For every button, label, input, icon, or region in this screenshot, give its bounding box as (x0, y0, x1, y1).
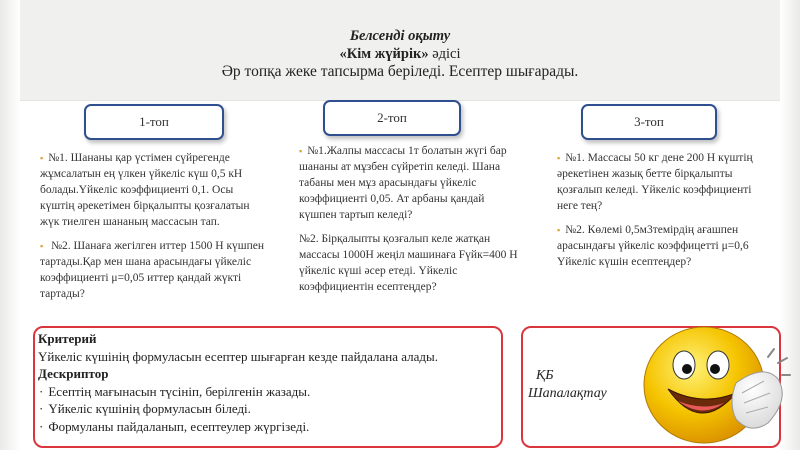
bullet-icon: ▪ (557, 153, 561, 163)
group-1-task-1: ▪ №1. Шананы қар үстімен сүйрегенде жұмсалатын ең үлкен үйкеліс күш 0,5 кН болады.Үйкеліс коэффициенті 0,1. Осы күштің әрекетімен бірқалыпты қозғалатын жүк тиелген шананың массасын тап. (40, 152, 250, 228)
group-2-task-1: ▪ №1.Жалпы массасы 1т болатын жүгі бар шананы ат мұзбен сүйретіп келеді. Шана табаны мен мұз арасындағы үйкеліс коэффициенті 0,05. Ат арбаны қандай күшпен тартып келеді? (299, 145, 507, 221)
bullet-icon: ▪ (40, 153, 44, 163)
group-3-label: 3-топ (634, 114, 664, 129)
group-2-task-2: №2. Бірқалыпты қозғалып келе жатқан массасы 1000Н жеңіл машинаға Fүйк=400 Н үйкеліс күші әсер етеді. Үйкеліс коэффициентін есептеңдер? (299, 233, 518, 293)
feedback-text (528, 367, 628, 403)
descriptor-item: · Үйкеліс күшінің формуласын біледі. (39, 401, 251, 416)
descriptor-heading: Дескриптор (38, 366, 109, 381)
group-1-task-2: ▪ №2. Шанаға жегілген иттер 1500 Н күшпен тартады.Қар мен шана арасындағы үйкеліс коэффициенті μ=0,05 иттер қандай жүкті тартады? (40, 240, 265, 300)
criteria-box (33, 326, 503, 448)
bullet-icon: ▪ (299, 146, 303, 156)
group-3-task-2: ▪ №2. Көлемі 0,5м3темірдің ағашпен арасындағы үйкеліс коэффицетті μ=0,6 Үйкеліс күшін есептеңдер? (557, 224, 749, 268)
title-block (0, 27, 800, 81)
group-2-tasks (299, 143, 521, 295)
bullet-icon: ▪ (557, 225, 561, 235)
method-line (0, 45, 800, 63)
method-name: «Кім жүйрік» (339, 46, 429, 62)
method-suffix: әдісі (428, 46, 461, 62)
group-1-tasks (40, 150, 270, 302)
criteria-text: Үйкеліс күшінің формуласын есептер шығарған кезде пайдалана алады. (38, 348, 439, 364)
clapping-smiley-icon (618, 323, 794, 447)
group-1-label: 1-топ (139, 114, 169, 129)
slide-subtitle: Әр топқа жеке тапсырма беріледі. Есептер шығарады. (221, 63, 579, 80)
feedback-abbr: ҚБ (536, 368, 554, 383)
group-3-tasks (557, 150, 767, 270)
group-3-task-1: ▪ №1. Массасы 50 кг дене 200 Н күштің әрекетінен жазық бетте бірқалыпты қозғалып келеді. Үйкеліс коэффициенті неге тең? (557, 152, 753, 212)
group-3-box (581, 104, 717, 140)
descriptor-item: · Есептің мағынасын түсініп, берілгенін жазады. (39, 383, 311, 399)
group-2-box (323, 100, 461, 136)
group-2-label: 2-топ (377, 110, 407, 125)
group-1-box (84, 104, 224, 140)
criteria-heading: Критерий (38, 331, 97, 346)
slide-title: Белсенді оқыту (349, 28, 451, 44)
feedback-label: Шапалақтау (528, 386, 607, 401)
descriptor-item: · Формуланы пайдаланып, есептеулер жүргізеді. (39, 418, 310, 434)
bullet-icon: ▪ (40, 241, 44, 251)
